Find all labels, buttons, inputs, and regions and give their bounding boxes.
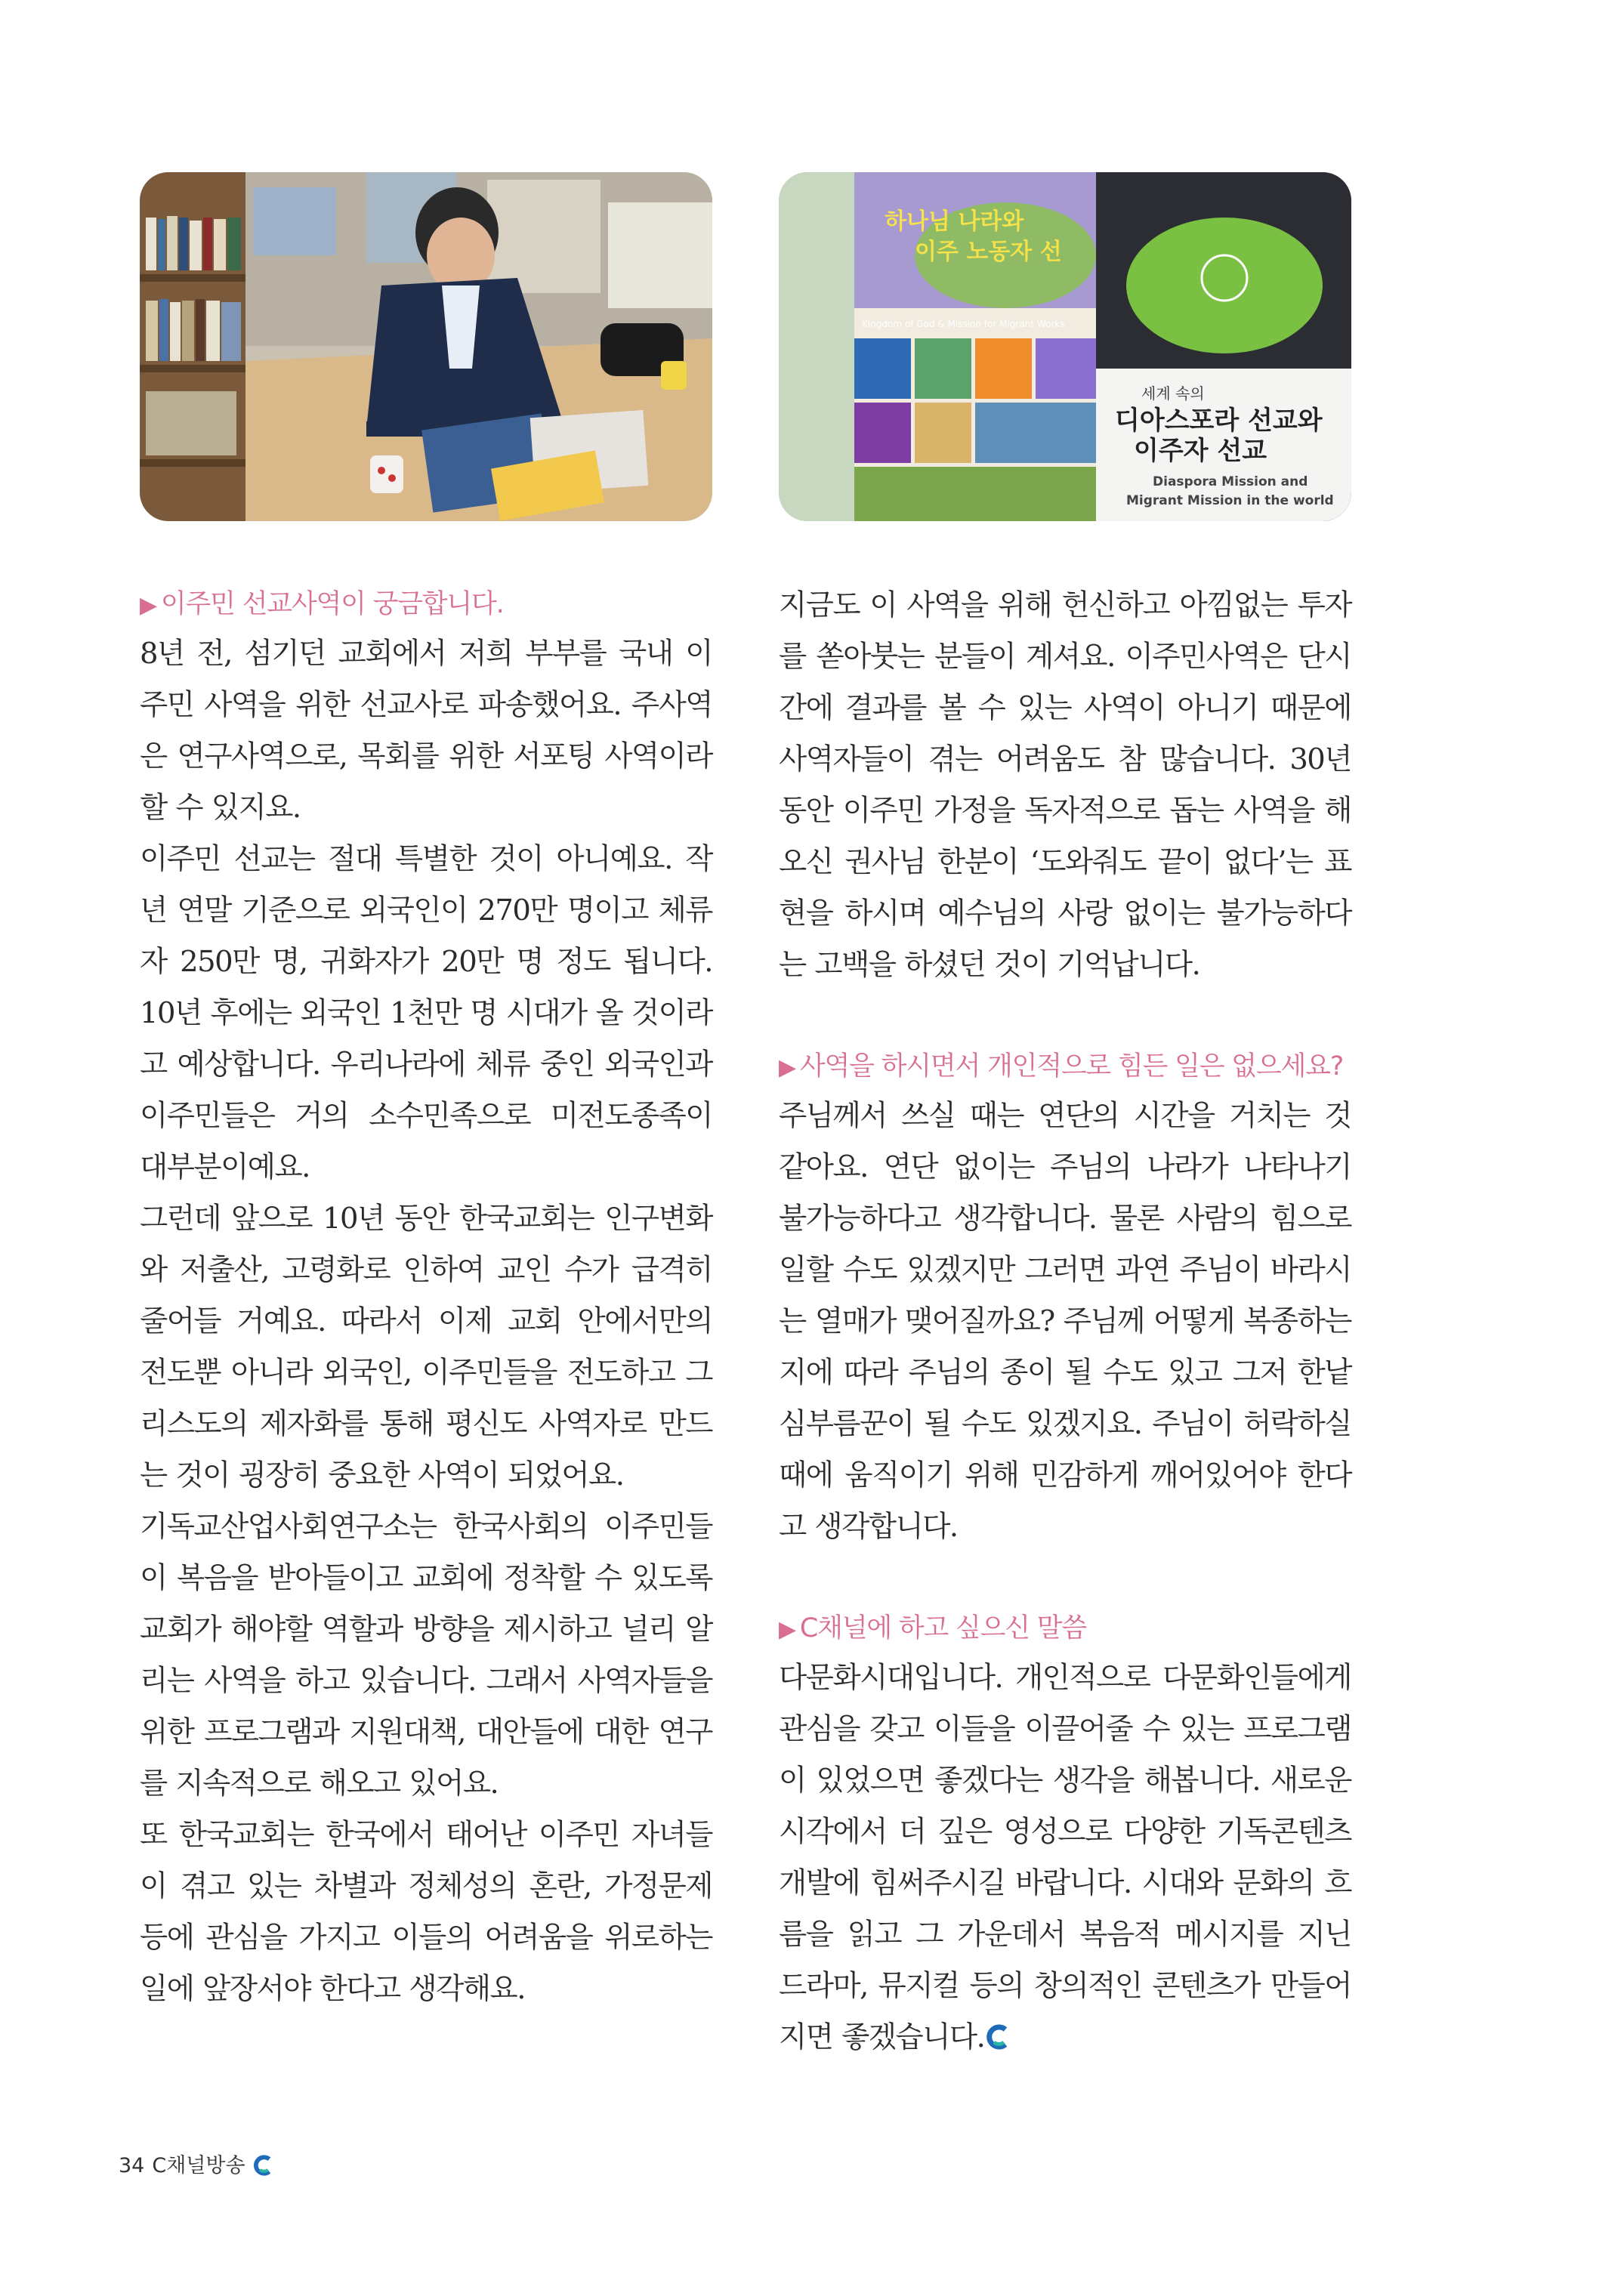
section-heading bbox=[779, 1042, 1351, 1091]
section-heading-text: 이주민 선교사역이 궁금합니다. bbox=[160, 589, 504, 619]
section-heading-text: C채널에 하고 싶으신 말씀 bbox=[799, 1613, 1086, 1643]
mission-book-covers-photo bbox=[779, 172, 1351, 521]
paragraph: 8년 전, 섬기던 교회에서 저희 부부를 국내 이주민 사역을 위한 선교사로 파송했어요. 주사역은 연구사역으로, 목회를 위한 서포팅 사역이라 할 수 있지요. bbox=[140, 637, 712, 825]
left-column bbox=[140, 580, 712, 2015]
paragraph: 이주민 선교는 절대 특별한 것이 아니예요. 작년 연말 기준으로 외국인이 270만 명이고 체류자 250만 명, 귀화자가 20만 명 정도 됩니다. 10년 후에는 외국인 1천만 명 시대가 올 것이라고 예상합니다. 우리나라에 체류 중인 외국인과 이주민들은 거의 소수민족으로 미전도종족이 대부분이예요. bbox=[140, 842, 712, 1184]
triangle-right-icon: ▶ bbox=[779, 1616, 795, 1643]
paragraph: 주님께서 쓰실 때는 연단의 시간을 거치는 것 같아요. 연단 없이는 주님의 나라가 나타나기 불가능하다고 생각합니다. 물론 사람의 힘으로 일할 수도 있겠지만 그러면 과연 주님이 바라시는 열매가 맺어질까요? 주님께 어떻게 복종하는지에 따라 주님의 종이 될 수도 있고 그저 한낱 심부름꾼이 될 수도 있겠지요. 주님이 허락하실 때에 움직이기 위해 민감하게 깨어있어야 한다고 생각합니다. bbox=[779, 1099, 1351, 1544]
paragraph: 지금도 이 사역을 위해 헌신하고 아낌없는 투자를 쏟아붓는 분들이 계셔요. 이주민사역은 단시간에 결과를 볼 수 있는 사역이 아니기 때문에 사역자들이 겪는 어려움도 참 많습니다. 30년 동안 이주민 가정을 독자적으로 돕는 사역을 해오신 권사님 한분이 ‘도와줘도 끝이 없다’는 표현을 하시며 예수님의 사랑 없이는 불가능하다는 고백을 하셨던 것이 기억납니다. bbox=[779, 588, 1351, 982]
svg-text:이주 노동자 선: 이주 노동자 선 bbox=[915, 239, 1062, 265]
svg-text:세계 속의: 세계 속의 bbox=[1141, 384, 1205, 403]
svg-text:Kingdom of God & Mission for M: Kingdom of God & Mission for Migrant Works bbox=[862, 319, 1065, 329]
svg-text:Migrant Mission in the world: Migrant Mission in the world bbox=[1126, 493, 1334, 508]
triangle-right-icon: ▶ bbox=[779, 1054, 795, 1081]
svg-text:하나님 나라와: 하나님 나라와 bbox=[885, 208, 1024, 235]
c-channel-logo-icon bbox=[986, 2024, 1011, 2050]
section-heading-text: 사역을 하시면서 개인적으로 힘든 일은 없으세요? bbox=[799, 1051, 1344, 1082]
page-number: 34 bbox=[119, 2154, 145, 2177]
closing-text: 다문화시대입니다. 개인적으로 다문화인들에게 관심을 갖고 이들을 이끌어줄 수 있는 프로그램이 있었으면 좋겠다는 생각을 해봅니다. 새로운 시각에서 더 깊은 영성으로 다양한 기독콘텐츠 개발에 힘써주시길 바랍니다. 시대와 문화의 흐름을 읽고 그 가운데서 복음적 메시지를 지닌 드라마, 뮤지컬 등의 창의적인 콘텐츠가 만들어지면 좋겠습니다. bbox=[779, 1661, 1351, 2054]
svg-text:이주자 선교: 이주자 선교 bbox=[1134, 436, 1267, 466]
person-looking-at-books-photo bbox=[140, 172, 712, 521]
section-heading bbox=[779, 1604, 1351, 1653]
brand-name: C채널방송 bbox=[152, 2154, 245, 2177]
paragraph: 또 한국교회는 한국에서 태어난 이주민 자녀들이 겪고 있는 차별과 정체성의 혼란, 가정문제 등에 관심을 가지고 이들의 어려움을 위로하는 일에 앞장서야 한다고 생각해요. bbox=[140, 1818, 712, 2006]
svg-text:디아스포라 선교와: 디아스포라 선교와 bbox=[1115, 406, 1323, 436]
section-heading bbox=[140, 580, 712, 628]
triangle-right-icon: ▶ bbox=[140, 592, 156, 619]
c-channel-logo-icon bbox=[253, 2155, 274, 2176]
svg-text:Diaspora Mission and: Diaspora Mission and bbox=[1153, 474, 1308, 489]
page-footer bbox=[119, 2151, 274, 2181]
paragraph: 그런데 앞으로 10년 동안 한국교회는 인구변화와 저출산, 고령화로 인하여 교인 수가 급격히 줄어들 거예요. 따라서 이제 교회 안에서만의 전도뿐 아니라 외국인, 이주민들을 전도하고 그리스도의 제자화를 통해 평신도 사역자로 만드는 것이 굉장히 중요한 사역이 되었어요. bbox=[140, 1202, 712, 1492]
paragraph bbox=[779, 1653, 1351, 2063]
paragraph: 기독교산업사회연구소는 한국사회의 이주민들이 복음을 받아들이고 교회에 정착할 수 있도록 교회가 해야할 역할과 방향을 제시하고 널리 알리는 사역을 하고 있습니다. 그래서 사역자들을 위한 프로그램과 지원대책, 대안들에 대한 연구를 지속적으로 해오고 있어요. bbox=[140, 1510, 712, 1801]
right-column bbox=[779, 580, 1351, 2063]
